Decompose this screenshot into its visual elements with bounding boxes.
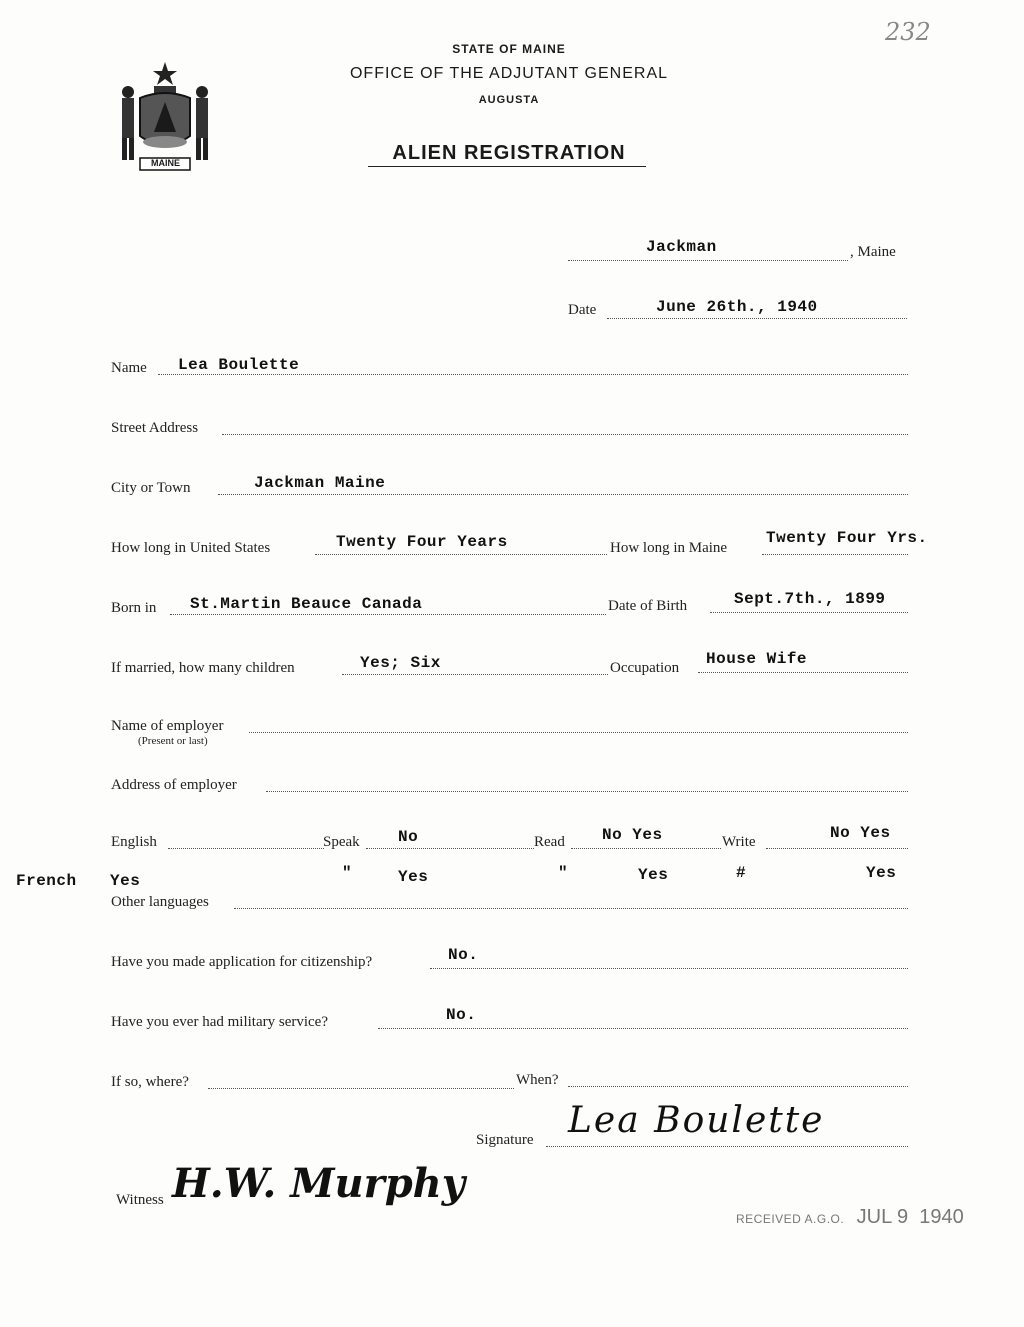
maine-duration-value: Twenty Four Yrs. xyxy=(766,529,928,547)
children-value: Yes; Six xyxy=(360,654,441,672)
signature-label: Signature xyxy=(476,1132,534,1148)
ditto-mark-write: # xyxy=(736,864,747,882)
french-value: Yes xyxy=(110,872,141,890)
town-suffix: , Maine xyxy=(850,244,896,260)
ditto-mark-speak: " xyxy=(342,864,353,882)
write-value: No Yes xyxy=(830,824,891,842)
title-underline xyxy=(368,166,646,167)
born-value: St.Martin Beauce Canada xyxy=(190,595,423,613)
dob-label: Date of Birth xyxy=(608,598,688,614)
us-duration-label: How long in United States xyxy=(111,540,271,556)
when-label: When? xyxy=(516,1072,559,1088)
maine-duration-label: How long in Maine xyxy=(610,540,728,556)
city-heading: AUGUSTA xyxy=(478,94,540,106)
name-label: Name xyxy=(111,360,147,376)
military-value: No. xyxy=(446,1006,477,1024)
name-value: Lea Boulette xyxy=(178,356,300,374)
street-label: Street Address xyxy=(111,420,199,436)
french-read-value: Yes xyxy=(638,866,669,884)
employer-sublabel: (Present or last) xyxy=(138,735,208,747)
speak-value: No xyxy=(398,828,419,846)
signature-value: Lea Boulette xyxy=(568,1100,825,1141)
city-label: City or Town xyxy=(111,480,191,496)
french-speak-value: Yes xyxy=(398,868,429,886)
children-label: If married, how many children xyxy=(111,660,295,676)
received-stamp-date: JUL 9 1940 xyxy=(856,1206,964,1228)
us-duration-value: Twenty Four Years xyxy=(336,533,508,551)
state-heading: STATE OF MAINE xyxy=(452,42,566,56)
other-languages-label: Other languages xyxy=(111,894,209,910)
citizenship-value: No. xyxy=(448,946,479,964)
ditto-mark-read: " xyxy=(558,864,569,882)
witness-label: Witness xyxy=(116,1192,164,1208)
employer-label: Name of employer xyxy=(111,718,224,734)
town-value: Jackman xyxy=(646,238,717,256)
french-label: French xyxy=(16,872,77,890)
seal-banner-text: MAINE xyxy=(151,158,180,168)
dob-value: Sept.7th., 1899 xyxy=(734,590,886,608)
office-heading: OFFICE OF THE ADJUTANT GENERAL xyxy=(349,65,669,82)
received-stamp-text: RECEIVED A.G.O. xyxy=(736,1212,845,1226)
corner-number: 232 xyxy=(885,18,931,46)
french-write-value: Yes xyxy=(866,864,897,882)
city-value: Jackman Maine xyxy=(254,474,386,492)
write-label: Write xyxy=(722,834,756,850)
received-stamp xyxy=(736,1206,964,1229)
occupation-value: House Wife xyxy=(706,650,808,668)
english-label: English xyxy=(111,834,157,850)
citizenship-label: Have you made application for citizenship? xyxy=(111,954,373,970)
date-value: June 26th., 1940 xyxy=(656,298,818,316)
witness-value: H.W. Murphy xyxy=(172,1160,465,1207)
occupation-label: Occupation xyxy=(610,660,680,676)
read-label: Read xyxy=(534,834,565,850)
born-label: Born in xyxy=(111,600,157,616)
military-label: Have you ever had military service? xyxy=(111,1014,328,1030)
where-label: If so, where? xyxy=(111,1074,189,1090)
page-title: ALIEN REGISTRATION xyxy=(392,142,626,164)
speak-label: Speak xyxy=(323,834,360,850)
read-value: No Yes xyxy=(602,826,663,844)
employer-address-label: Address of employer xyxy=(111,777,237,793)
date-label: Date xyxy=(568,302,597,318)
